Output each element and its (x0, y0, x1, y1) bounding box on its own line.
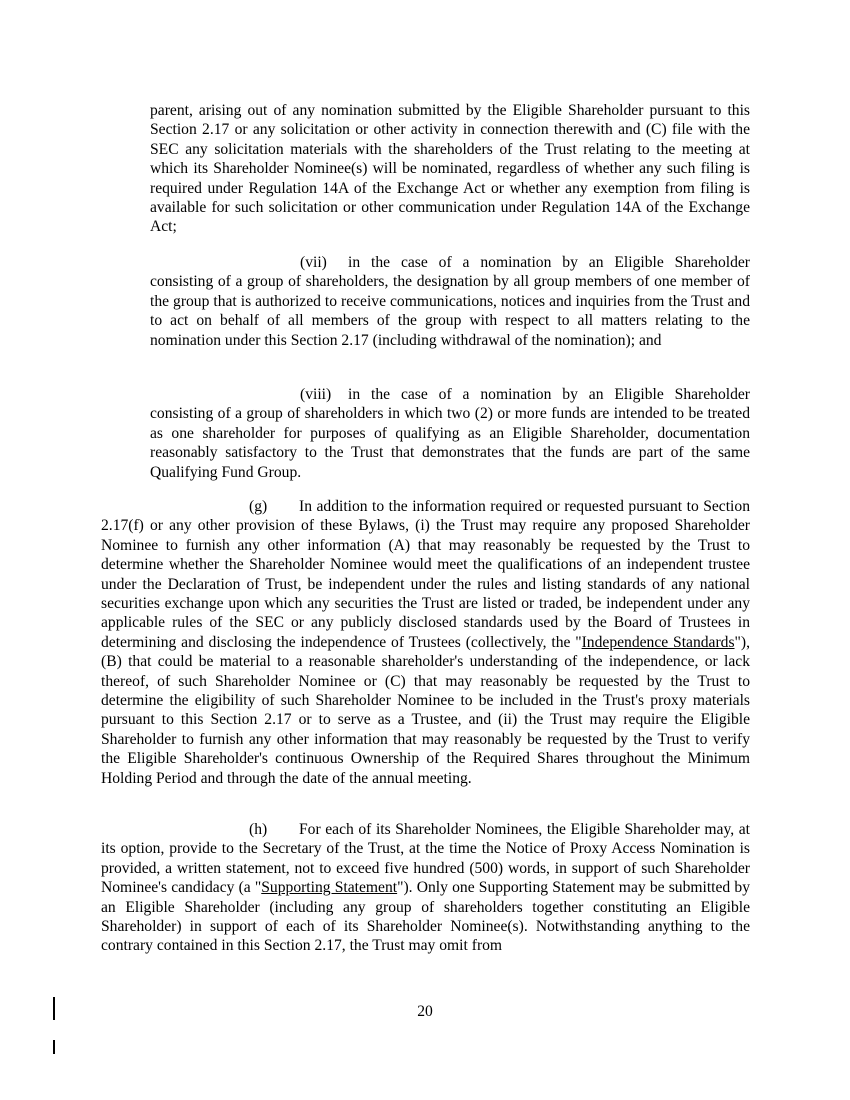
paragraph-text: "), (B) that could be material to a reasonable shareholder's understanding of the independence, or lack thereof, of such Shareholder Nominee or (C) that may reasonably be requested by the Trust to determine the eligibility of such Shareholder Nominee to be included in the Trust's proxy materials pursuant to this Section 2.17 or to serve as a Trustee, and (ii) the Trust may require the Eligible Shareholder to furnish any other information that may reasonably be requested by the Trust to verify the Eligible Shareholder's continuous Ownership of the Required Shares throughout the Minimum Holding Period and through the date of the annual meeting. (101, 633, 750, 787)
page-number: 20 (417, 1003, 433, 1020)
paragraph-g (101, 497, 750, 788)
defined-term-independence-standards: Independence Standards (581, 633, 735, 651)
change-bar (53, 1040, 55, 1054)
paragraph-text: in the case of a nomination by an Eligible Shareholder consisting of a group of shareholders in which two (2) or more funds are intended to be treated as one shareholder for purposes of qualifying as an Eligible Shareholder, documentation reasonably satisfactory to the Trust that demonstrates that the funds are part of the same Qualifying Fund Group. (150, 386, 750, 481)
paragraph-number: (h) (249, 821, 268, 838)
paragraph-viii (150, 385, 750, 482)
paragraph-number: (viii) (300, 386, 332, 403)
paragraph-text: "). Only one Supporting Statement may be submitted by an Eligible Shareholder (including any group of shareholders together constituting an Eligible Shareholder) in support of each of its Shareholder Nominee(s). Notwithstanding anything to the contrary contained in this Section 2.17, the Trust may omit from (101, 879, 751, 955)
paragraph-number: (g) (249, 498, 268, 515)
paragraph-vii (150, 253, 750, 350)
change-bar (53, 997, 55, 1020)
paragraph-text: In addition to the information required or requested pursuant to Section 2.17(f) or any other provision of these Bylaws, (i) the Trust may require any proposed Shareholder Nominee to furnish any other information (A) that may reasonably be requested by the Trust to determine whether the Shareholder Nominee would meet the qualifications of an independent trustee under the Declaration of Trust, be independent under the rules and listing standards of any national securities exchange upon which any securities the Trust are listed or traded, be independent under any applicable rules of the SEC or any publicly disclosed standards used by the Board of Trustees in determining and disclosing the independence of Trustees (collectively, the " (101, 498, 750, 651)
paragraph-h (101, 820, 750, 956)
paragraph-continuation (150, 101, 750, 237)
paragraph-text: in the case of a nomination by an Eligible Shareholder consisting of a group of shareholders, the designation by all group members of one member of the group that is authorized to receive communications, notices and inquiries from the Trust and to act on behalf of all members of the group with respect to all matters relating to the nomination under this Section 2.17 (including withdrawal of the nomination); and (150, 254, 750, 349)
defined-term-supporting-statement: Supporting Statement (261, 879, 398, 897)
paragraph-text: For each of its Shareholder Nominees, the Eligible Shareholder may, at its option, provide to the Secretary of the Trust, at the time the Notice of Proxy Access Nomination is provided, a written statement, not to exceed five hundred (500) words, in support of such Shareholder Nominee's candidacy (a " (101, 821, 750, 897)
paragraph-text: parent, arising out of any nomination submitted by the Eligible Shareholder pursuant to this Section 2.17 or any solicitation or other activity in connection therewith and (C) file with the SEC any solicitation materials with the shareholders of the Trust relating to the meeting at which its Shareholder Nominee(s) will be nominated, regardless of whether any such filing is required under Regulation 14A of the Exchange Act or whether any exemption from filing is available for such solicitation or other communication under Regulation 14A of the Exchange Act; (150, 102, 750, 236)
paragraph-number: (vii) (300, 254, 327, 271)
